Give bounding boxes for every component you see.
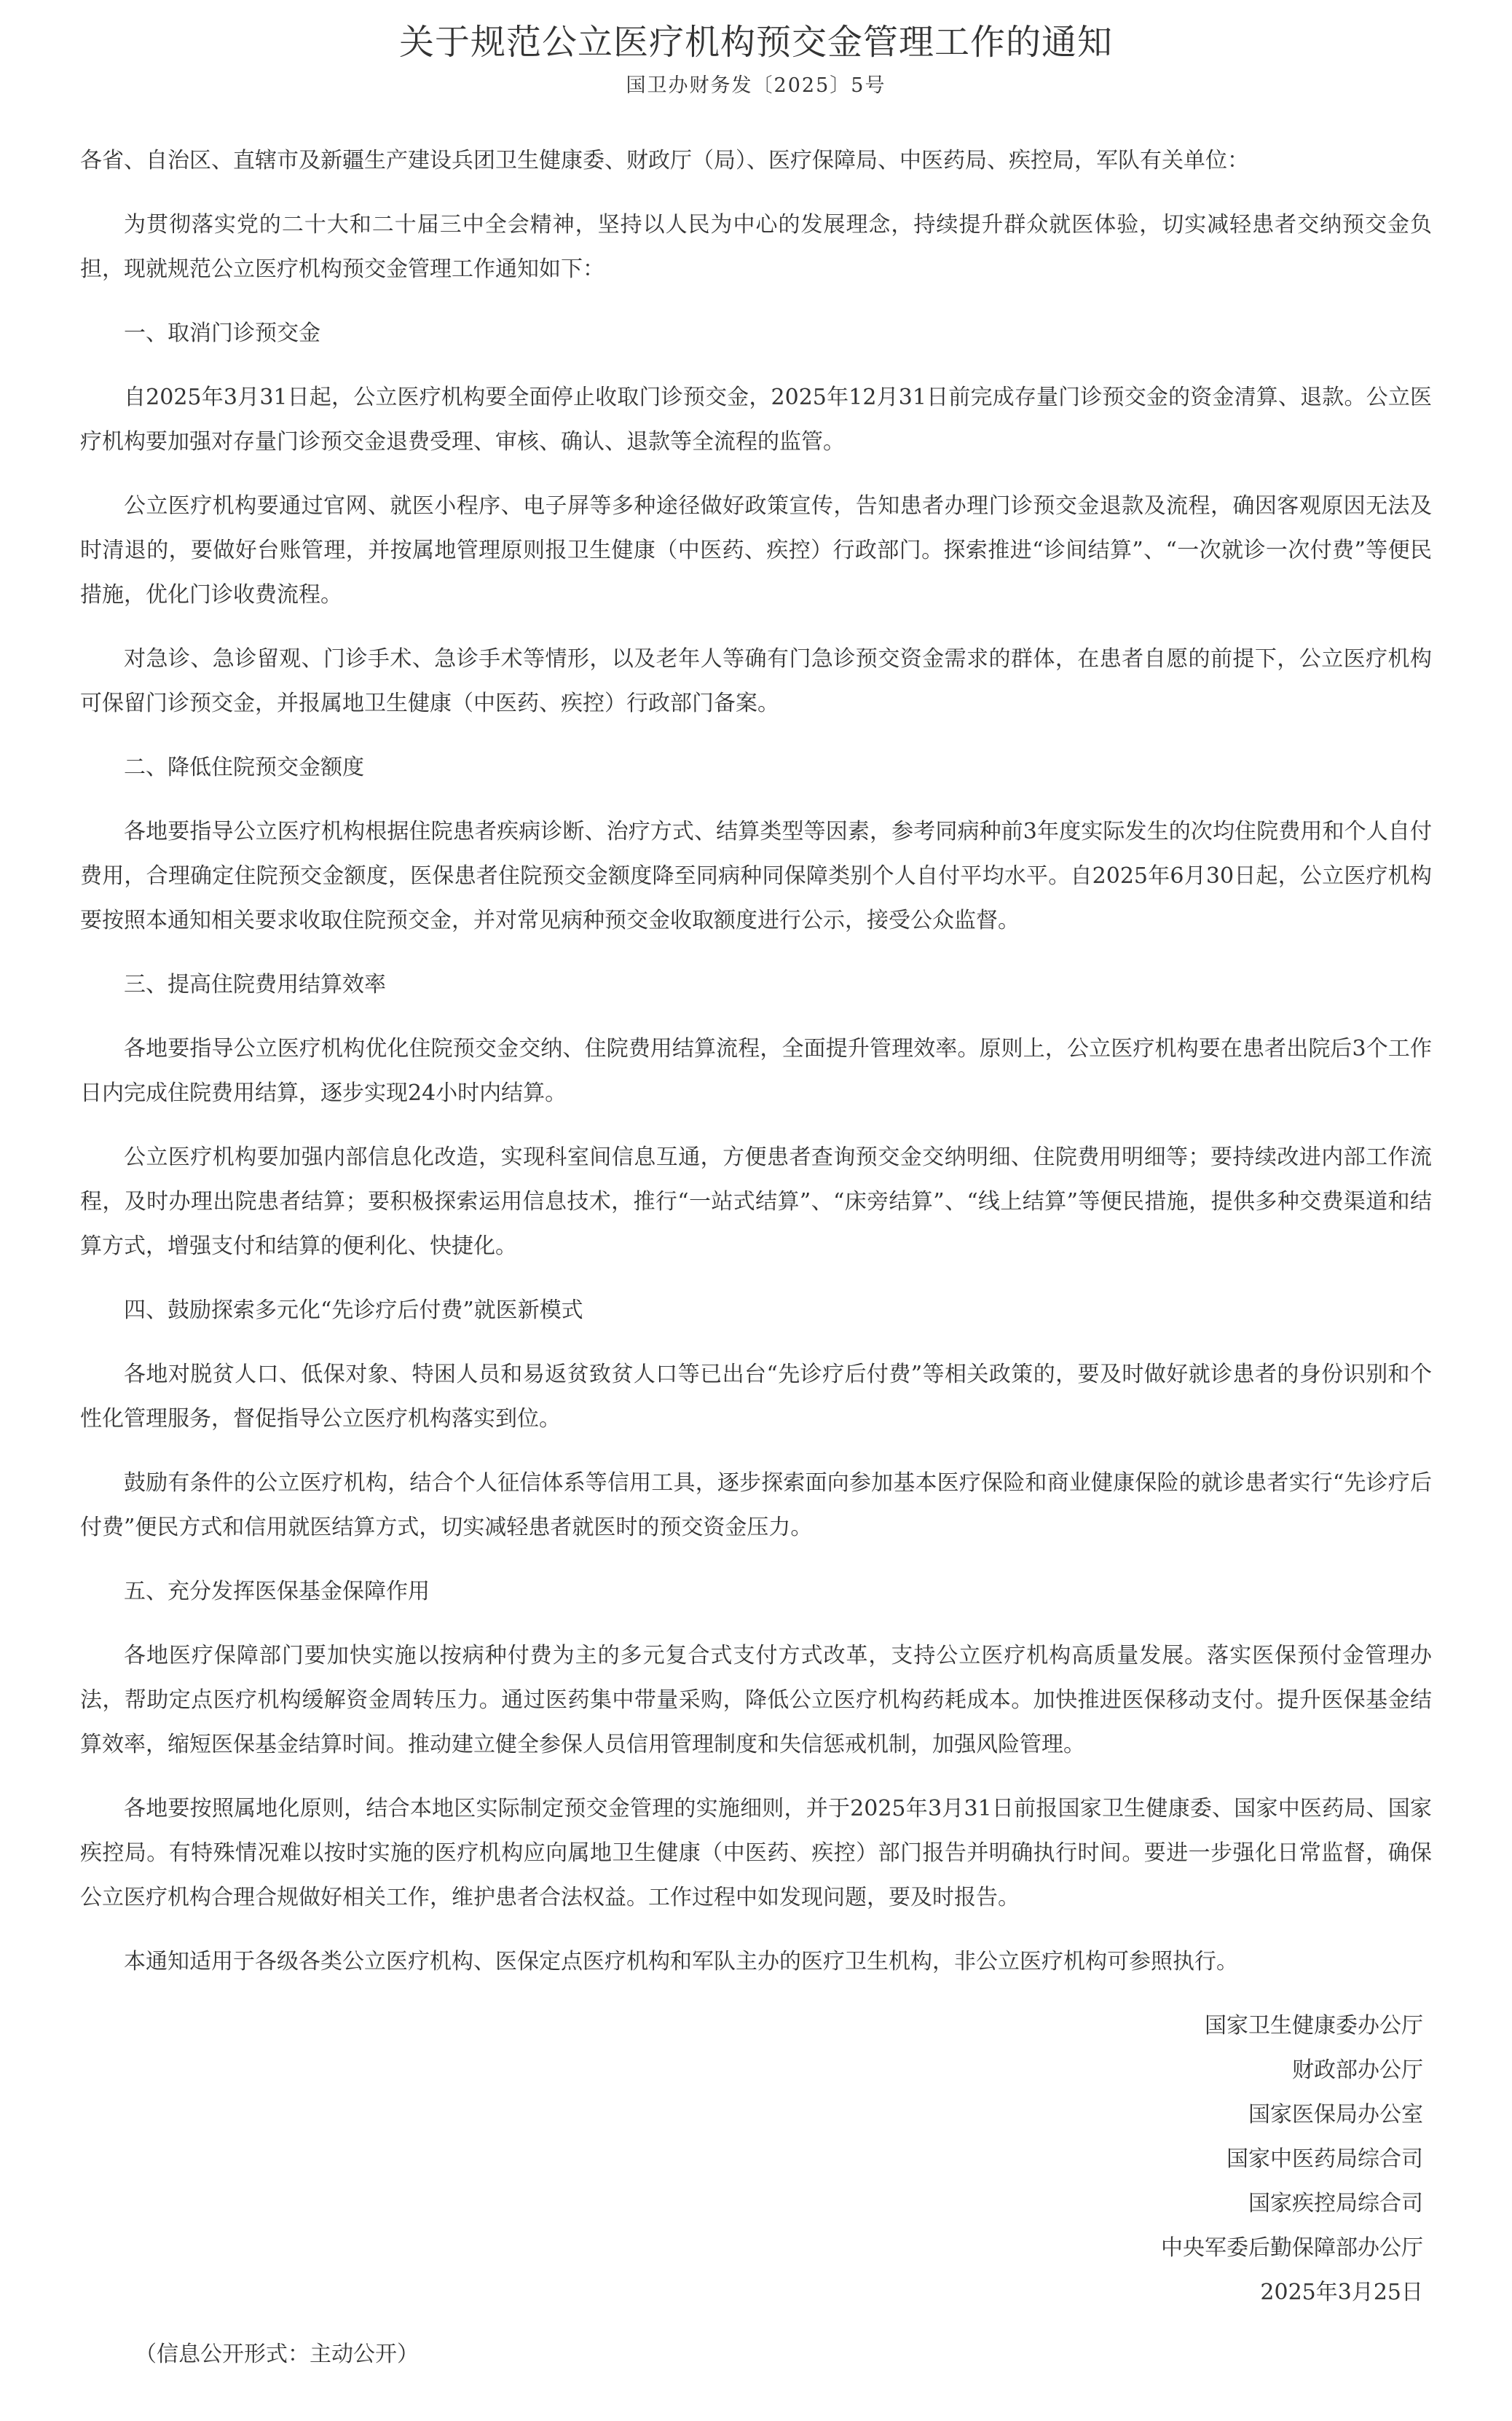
section-heading: 四、鼓励探索多元化“先诊疗后付费”就医新模式 xyxy=(124,1298,583,1323)
paragraph: 对急诊、急诊留观、门诊手术、急诊手术等情形，以及老年人等确有门急诊预交资金需求的群体，在患者自愿的前提下，公立医疗机构可保留门诊预交金，并报属地卫生健康（中医药、疾控）行政部门备案。 xyxy=(80,646,1432,716)
signatory: 国家中医药局综合司 xyxy=(1226,2146,1423,2172)
paragraph: 公立医疗机构要加强内部信息化改造，实现科室间信息互通，方便患者查询预交金交纳明细、住院费用明细等；要持续改进内部工作流程，及时办理出院患者结算；要积极探索运用信息技术，推行“一站式结算”、“床旁结算”、“线上结算”等便民措施，提供多种交费渠道和结算方式，增强支付和结算的便利化、快捷化。 xyxy=(80,1145,1432,1259)
paragraph: 各地要按照属地化原则，结合本地区实际制定预交金管理的实施细则，并于2025年3月31日前报国家卫生健康委、国家中医药局、国家疾控局。有特殊情况难以按时实施的医疗机构应向属地卫生健康（中医药、疾控）部门报告并明确执行时间。要进一步强化日常监督，确保公立医疗机构合理合规做好相关工作，维护患者合法权益。工作过程中如发现问题，要及时报告。 xyxy=(80,1796,1432,1910)
document-body xyxy=(80,138,1432,2315)
paragraph: 各地医疗保障部门要加快实施以按病种付费为主的多元复合式支付方式改革，支持公立医疗机构高质量发展。落实医保预付金管理办法，帮助定点医疗机构缓解资金周转压力。通过医药集中带量采购，降低公立医疗机构药耗成本。加快推进医保移动支付。提升医保基金结算效率，缩短医保基金结算时间。推动建立健全参保人员信用管理制度和失信惩戒机制，加强风险管理。 xyxy=(80,1643,1432,1757)
section-heading: 三、提高住院费用结算效率 xyxy=(124,972,386,997)
signatory: 国家疾控局综合司 xyxy=(1248,2191,1423,2216)
intro-paragraph: 为贯彻落实党的二十大和二十届三中全会精神，坚持以人民为中心的发展理念，持续提升群众就医体验，切实减轻患者交纳预交金负担，现就规范公立医疗机构预交金管理工作通知如下： xyxy=(80,212,1432,282)
paragraph: 公立医疗机构要通过官网、就医小程序、电子屏等多种途径做好政策宣传，告知患者办理门诊预交金退款及流程，确因客观原因无法及时清退的，要做好台账管理，并按属地管理原则报卫生健康（中医药、疾控）行政部门。探索推进“诊间结算”、“一次就诊一次付费”等便民措施，优化门诊收费流程。 xyxy=(80,493,1432,608)
section-heading: 二、降低住院预交金额度 xyxy=(124,755,364,780)
section-heading: 一、取消门诊预交金 xyxy=(124,321,320,346)
document-number: 国卫办财务发〔2025〕5号 xyxy=(626,74,886,97)
signatory: 国家医保局办公室 xyxy=(1248,2102,1423,2127)
document-title: 关于规范公立医疗机构预交金管理工作的通知 xyxy=(398,22,1113,63)
document xyxy=(80,0,1432,2315)
paragraph: 各地对脱贫人口、低保对象、特困人员和易返贫致贫人口等已出台“先诊疗后付费”等相关政策的，要及时做好就诊患者的身份识别和个性化管理服务，督促指导公立医疗机构落实到位。 xyxy=(80,1362,1432,1432)
signatory: 中央军委后勤保障部办公厅 xyxy=(1161,2235,1423,2261)
salutation: 各省、自治区、直辖市及新疆生产建设兵团卫生健康委、财政厅（局）、医疗保障局、中医药局、疾控局，军队有关单位： xyxy=(80,148,1249,173)
paragraph: 各地要指导公立医疗机构优化住院预交金交纳、住院费用结算流程，全面提升管理效率。原则上，公立医疗机构要在患者出院后3个工作日内完成住院费用结算，逐步实现24小时内结算。 xyxy=(80,1036,1432,1106)
paragraph: 本通知适用于各级各类公立医疗机构、医保定点医疗机构和军队主办的医疗卫生机构，非公立医疗机构可参照执行。 xyxy=(124,1949,1238,1974)
disclosure-note: （信息公开形式：主动公开） xyxy=(135,2342,419,2367)
section-heading: 五、充分发挥医保基金保障作用 xyxy=(124,1579,430,1604)
signatory: 财政部办公厅 xyxy=(1292,2057,1423,2083)
paragraph: 鼓励有条件的公立医疗机构，结合个人征信体系等信用工具，逐步探索面向参加基本医疗保险和商业健康保险的就诊患者实行“先诊疗后付费”便民方式和信用就医结算方式，切实减轻患者就医时的预交资金压力。 xyxy=(80,1470,1432,1540)
signature-block xyxy=(80,2004,1432,2315)
issue-date: 2025年3月25日 xyxy=(1260,2280,1423,2305)
paragraph: 各地要指导公立医疗机构根据住院患者疾病诊断、治疗方式、结算类型等因素，参考同病种前3年度实际发生的次均住院费用和个人自付费用，合理确定住院预交金额度，医保患者住院预交金额度降至同病种同保障类别个人自付平均水平。自2025年6月30日起，公立医疗机构要按照本通知相关要求收取住院预交金，并对常见病种预交金收取额度进行公示，接受公众监督。 xyxy=(80,819,1432,933)
signatory: 国家卫生健康委办公厅 xyxy=(1205,2013,1423,2039)
paragraph: 自2025年3月31日起，公立医疗机构要全面停止收取门诊预交金，2025年12月31日前完成存量门诊预交金的资金清算、退款。公立医疗机构要加强对存量门诊预交金退费受理、审核、确认、退款等全流程的监管。 xyxy=(80,385,1432,455)
